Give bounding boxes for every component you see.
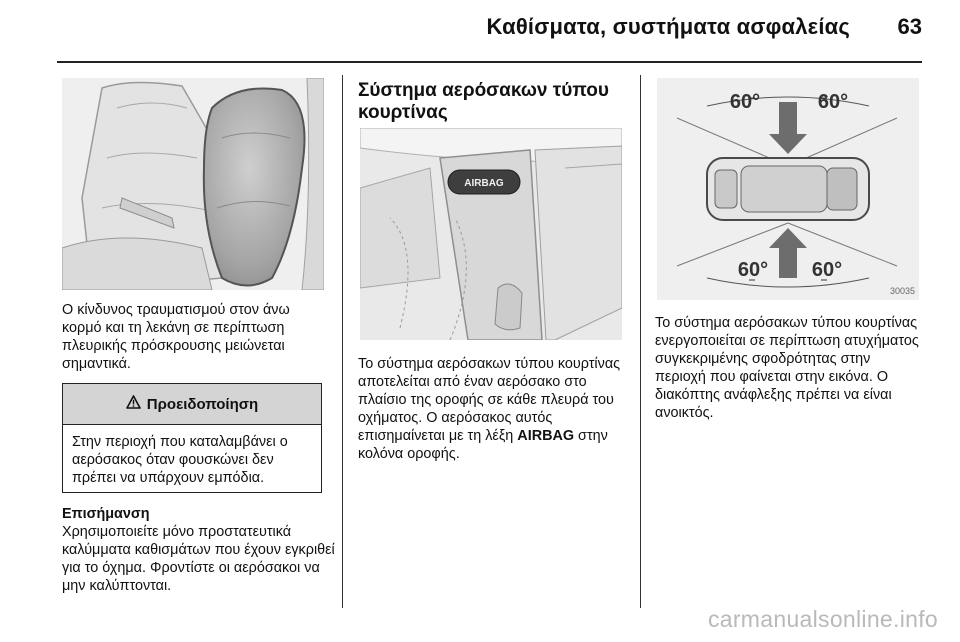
page-number: 63 <box>897 14 922 39</box>
warning-header <box>63 384 321 425</box>
warning-title: Προειδοποίηση <box>146 395 259 413</box>
figure-number: 30035 <box>889 286 915 296</box>
warning-triangle-icon <box>126 395 141 413</box>
section-title: Σύστημα αερόσακων τύπου κουρτίνας <box>358 80 609 123</box>
column-divider-1 <box>342 75 343 608</box>
angle-label-bottom-right: 60° <box>811 259 843 281</box>
note-block <box>62 505 337 595</box>
roof-pillar-airbag-illustration <box>360 128 622 340</box>
airbag-badge-label: AIRBAG <box>464 178 504 189</box>
angle-label-top-left: 60° <box>729 91 761 113</box>
header-rule <box>57 61 922 63</box>
warning-text: Στην περιοχή που καταλαμβάνει ο αερόσακος όταν φουσκώνει δεν πρέπει να υπάρχουν εμπόδια. <box>72 434 288 486</box>
page-header-title: Καθίσματα, συστήματα ασφαλείας <box>486 14 850 39</box>
angle-label-top-right: 60° <box>817 91 849 113</box>
column-divider-2 <box>640 75 641 608</box>
airbag-word: AIRBAG <box>517 428 575 444</box>
note-text: Χρησιμοποιείτε μόνο προστατευτικά καλύμματα καθισμάτων που έχουν εγκριθεί για το όχημα. Φροντίστε οι αερόσακοι να μην καλύπτονται. <box>62 524 335 594</box>
deployment-paragraph: Το σύστημα αερόσακων τύπου κουρτίνας ενεργοποιείται σε περίπτωση ατυχήματος συγκεκριμένης σφοδρότητας στην περιοχή που φαίνεται στην εικόνα. Ο διακόπτης ανάφλεξης πρέπει να είναι ανοικτός. <box>655 315 919 421</box>
watermark: carmanualsonline.info <box>707 606 938 632</box>
warning-box <box>62 383 322 493</box>
intro-paragraph: Ο κίνδυνος τραυματισμού στον άνω κορμό και τη λεκάνη σε περίπτωση πλευρικής πρόσκρουσης μειώνεται σημαντικά. <box>62 302 290 372</box>
note-label: Επισήμανση <box>62 506 150 522</box>
curtain-airbag-paragraph: Το σύστημα αερόσακων τύπου κουρτίνας αποτελείται από έναν αερόσακο στο πλαίσιο της οροφής σε κάθε πλευρά του οχήματος. Ο αερόσακος αυτός επισημαίνεται με τη λέξη AIRBAG στην κολόνα οροφής. <box>358 356 621 462</box>
deployment-zone-diagram <box>657 78 919 300</box>
seat-side-airbag-illustration <box>62 78 324 290</box>
angle-label-bottom-left: 60° <box>737 259 769 281</box>
